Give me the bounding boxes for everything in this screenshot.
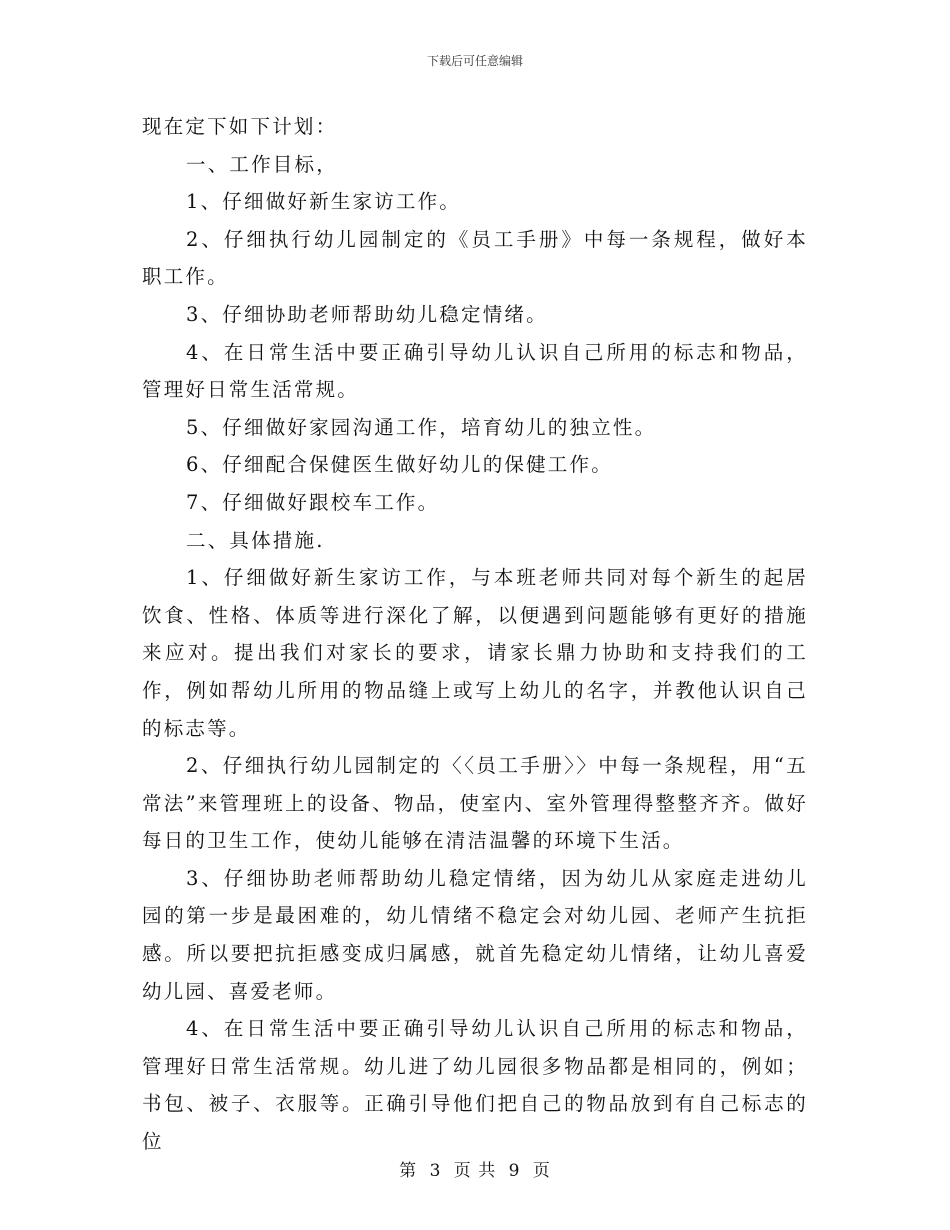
goal-item-3: 3、仔细协助老师帮助幼儿稳定情绪。 xyxy=(186,302,548,326)
footer-page-number: 3 xyxy=(429,1161,442,1181)
goal-item-6: 6、仔细配合保健医生做好幼儿的保健工作。 xyxy=(186,453,613,477)
paragraph-intro: 现在定下如下计划： xyxy=(142,115,338,138)
measure-item-3: 3、仔细协助老师帮助幼儿稳定情绪，因为幼儿从家庭走进幼儿园的第一步是最困难的，幼儿情绪不稳定会对幼儿园、老师产生抗拒感。所以要把抗拒感变成归属感，就首先稳定幼儿情绪，让幼儿喜爱幼儿园、喜爱老师。 xyxy=(142,866,808,1003)
goal-item-2: 2、仔细执行幼儿园制定的《员工手册》中每一条规程，做好本职工作。 xyxy=(142,227,808,289)
goal-item-1: 1、仔细做好新生家访工作。 xyxy=(186,190,462,214)
measure-item-2: 2、仔细执行幼儿园制定的〈〈员工手册〉〉中每一条规程，用“五常法”来管理班上的设备、物品，使室内、室外管理得整整齐齐。做好每日的卫生工作，使幼儿能够在清洁温馨的环境下生活。 xyxy=(142,754,808,853)
measure-item-4: 4、在日常生活中要正确引导幼儿认识自己所用的标志和物品，管理好日常生活常规。幼儿进了幼儿园很多物品都是相同的，例如；书包、被子、衣服等。正确引导他们把自己的物品放到有自己标志的位 xyxy=(142,1017,808,1154)
section-heading-goals: 一、工作目标， xyxy=(186,152,338,176)
footer-total-pages: 9 xyxy=(508,1161,521,1181)
section-heading-measures: 二、具体措施. xyxy=(186,528,325,552)
measure-item-1: 1、仔细做好新生家访工作，与本班老师共同对每个新生的起居饮食、性格、体质等进行深化了解，以便遇到问题能够有更好的措施来应对。提出我们对家长的要求，请家长鼎力协助和支持我们的工作，例如帮幼儿所用的物品缝上或写上幼儿的名字，并教他认识自己的标志等。 xyxy=(142,566,808,740)
goal-item-7: 7、仔细做好跟校车工作。 xyxy=(186,490,440,514)
goal-item-5: 5、仔细做好家园沟通工作，培育幼儿的独立性。 xyxy=(186,415,657,439)
footer-prefix: 第 xyxy=(399,1161,418,1181)
page-header-note: 下载后可任意编辑 xyxy=(426,54,523,68)
footer-suffix: 页 xyxy=(532,1161,551,1181)
footer-middle: 页 共 xyxy=(453,1161,497,1181)
document-body xyxy=(142,108,808,1161)
page-footer xyxy=(0,1156,950,1181)
goal-item-4: 4、在日常生活中要正确引导幼儿认识自己所用的标志和物品，管理好日常生活常规。 xyxy=(142,340,808,402)
